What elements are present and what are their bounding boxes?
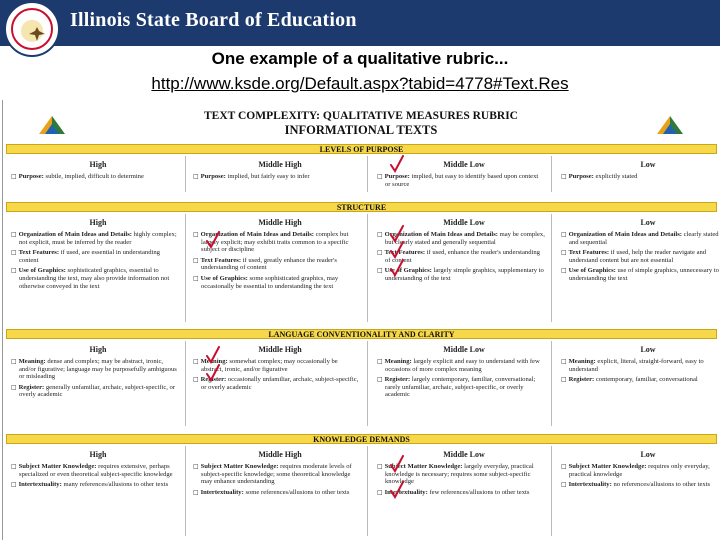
column-header: Middle Low xyxy=(443,218,485,227)
checkbox-icon: □ xyxy=(11,231,19,238)
criterion-text: implied, but easy to identify based upon context or source xyxy=(385,173,539,188)
criterion-text: occasionally unfamiliar, archaic, subject-specific, or overly academic xyxy=(201,376,359,391)
criterion-text: generally unfamiliar, archaic, subject-specific, or overly academic xyxy=(19,383,176,399)
column-header: Low xyxy=(640,218,656,227)
checkbox-icon: □ xyxy=(377,463,385,470)
criterion-label: Intertextuality: xyxy=(18,481,62,489)
rubric-cell xyxy=(11,358,179,402)
checkbox-icon: □ xyxy=(193,488,201,496)
red-checkmark-icon xyxy=(205,231,221,249)
criterion-label: Subject Matter Knowledge: xyxy=(18,463,97,470)
checkbox-icon: □ xyxy=(377,358,385,365)
criterion-text: contemporary, familiar, conversational xyxy=(594,376,698,384)
rubric-document xyxy=(2,100,719,540)
criterion-item xyxy=(193,489,361,497)
column-header: Low xyxy=(640,160,656,169)
red-checkmark-icon xyxy=(389,455,405,473)
criterion-text: dense and complex; may be abstract, ironic, and/or figurative; language may be purposefully ambiguous or misleading xyxy=(19,358,177,381)
red-checkmark-icon xyxy=(389,481,405,499)
checkbox-icon: □ xyxy=(377,488,385,496)
criterion-label: Register: xyxy=(384,376,411,384)
criterion-text: highly complex; not explicit, must be inferred by the reader xyxy=(19,231,177,246)
criterion-label: Organization of Main Ideas and Details: xyxy=(200,231,314,238)
red-checkmark-icon xyxy=(389,241,405,259)
criterion-item xyxy=(193,463,361,486)
section-band: STRUCTURE xyxy=(6,202,717,212)
org-name: Illinois State Board of Education xyxy=(70,9,357,31)
checkbox-icon: □ xyxy=(11,481,19,489)
criterion-item xyxy=(561,173,719,181)
criterion-label: Register: xyxy=(18,383,45,391)
checkbox-icon: □ xyxy=(377,376,385,384)
rubric-title: TEXT COMPLEXITY: QUALITATIVE MEASURES RUBRIC xyxy=(204,110,518,122)
criterion-item xyxy=(11,249,179,264)
criterion-text: explicit, literal, straight-forward, easy to understand xyxy=(569,358,704,373)
criterion-text: clearly stated and sequential xyxy=(569,231,719,246)
rubric-cell xyxy=(193,463,361,499)
checkbox-icon: □ xyxy=(193,231,201,238)
criterion-label: Purpose: xyxy=(384,173,410,180)
criterion-label: Purpose: xyxy=(568,173,594,180)
criterion-label: Use of Graphics: xyxy=(200,274,248,282)
checkbox-icon: □ xyxy=(11,173,19,180)
criterion-item xyxy=(561,463,719,478)
criterion-text: largely contemporary, familiar, conversational; rarely unfamiliar, archaic, subject-specific, or overly academic xyxy=(385,376,536,399)
column-divider xyxy=(367,214,368,322)
rubric-cell xyxy=(561,463,719,492)
criterion-item xyxy=(11,481,179,489)
column-divider xyxy=(367,446,368,536)
criterion-text: explicitly stated xyxy=(593,173,638,180)
criterion-label: Use of Graphics: xyxy=(568,267,616,275)
column-header: High xyxy=(89,160,107,169)
column-header: Middle High xyxy=(258,218,302,227)
criterion-text: implied, but fairly easy to infer xyxy=(225,173,310,180)
rubric-cell xyxy=(561,231,719,286)
column-header: Middle High xyxy=(258,450,302,459)
column-header: High xyxy=(89,450,107,459)
criterion-label: Organization of Main Ideas and Details: xyxy=(568,231,682,238)
criterion-item xyxy=(561,358,719,373)
criterion-item xyxy=(11,384,179,399)
checkbox-icon: □ xyxy=(561,231,569,238)
criterion-text: sophisticated graphics, essential to understanding the text, may also provide information not otherwise conveyed in the text xyxy=(19,267,170,290)
criterion-text: somewhat complex; may occasionally be abstract, ironic, and/or figurative xyxy=(201,358,338,373)
checkbox-icon: □ xyxy=(11,358,19,365)
criterion-label: Text Features: xyxy=(384,249,426,257)
column-divider xyxy=(185,446,186,536)
column-divider xyxy=(185,156,186,192)
reference-link[interactable]: http://www.ksde.org/Default.aspx?tabid=4778#Text.Res xyxy=(151,74,569,93)
red-checkmark-icon xyxy=(389,259,405,277)
criterion-label: Organization of Main Ideas and Details: xyxy=(18,231,132,238)
criterion-text: if used, are essential in understanding content xyxy=(19,249,160,264)
criterion-label: Subject Matter Knowledge: xyxy=(200,463,279,470)
column-header: Low xyxy=(640,450,656,459)
criterion-item xyxy=(193,257,361,272)
red-checkmark-icon xyxy=(389,155,405,173)
column-header: Middle High xyxy=(258,345,302,354)
checkbox-icon: □ xyxy=(11,383,19,391)
criterion-label: Text Features: xyxy=(568,249,610,257)
criterion-label: Register: xyxy=(200,376,227,384)
checkbox-icon: □ xyxy=(193,358,201,365)
rubric-cell xyxy=(11,231,179,293)
criterion-label: Text Features: xyxy=(200,256,242,264)
criterion-label: Use of Graphics: xyxy=(384,267,432,275)
criterion-item xyxy=(377,358,545,373)
criterion-label: Meaning: xyxy=(200,358,228,365)
criterion-text: if used, greatly enhance the reader's understanding of content xyxy=(201,256,337,272)
section-band: KNOWLEDGE DEMANDS xyxy=(6,434,717,444)
criterion-item xyxy=(11,463,179,478)
section-band: LEVELS OF PURPOSE xyxy=(6,144,717,154)
criterion-text: use of simple graphics, unnecessary to understanding the text xyxy=(569,267,719,282)
criterion-text: many references/allusions to other texts xyxy=(61,481,169,489)
criterion-item xyxy=(377,173,545,188)
criterion-item xyxy=(561,481,719,489)
checkbox-icon: □ xyxy=(193,463,201,470)
column-header: Low xyxy=(640,345,656,354)
criterion-text: largely explicit and easy to understand with few occasions of more complex meaning xyxy=(385,358,540,373)
section-band: LANGUAGE CONVENTIONALITY AND CLARITY xyxy=(6,329,717,339)
checkbox-icon: □ xyxy=(561,376,569,384)
checkbox-icon: □ xyxy=(11,249,19,257)
criterion-label: Intertextuality: xyxy=(200,488,244,496)
criterion-text: complex but largely explicit; may exhibit traits common to a specific subject or discipline xyxy=(201,231,349,254)
criterion-text: few references/allusions to other texts xyxy=(427,488,530,496)
criterion-text: largely everyday, practical knowledge is necessary; requires some subject-specific knowledge xyxy=(385,463,534,486)
rubric-cell xyxy=(11,173,179,184)
rubric-cell xyxy=(561,173,719,184)
checkbox-icon: □ xyxy=(193,274,201,282)
criterion-text: if used, enhance the reader's understanding of content xyxy=(385,249,540,264)
checkbox-icon: □ xyxy=(377,231,385,238)
criterion-label: Intertextuality: xyxy=(568,481,612,489)
column-divider xyxy=(185,214,186,322)
rubric-cell xyxy=(11,463,179,492)
checkbox-icon: □ xyxy=(193,173,201,180)
criterion-label: Purpose: xyxy=(200,173,226,180)
red-checkmark-icon xyxy=(205,346,221,364)
column-header: High xyxy=(89,218,107,227)
criterion-label: Meaning: xyxy=(384,358,412,365)
criterion-item xyxy=(11,358,179,381)
column-header: Middle Low xyxy=(443,450,485,459)
column-divider xyxy=(551,341,552,426)
checkbox-icon: □ xyxy=(11,267,19,275)
rubric-cell xyxy=(561,358,719,387)
criterion-label: Meaning: xyxy=(18,358,46,365)
criterion-label: Subject Matter Knowledge: xyxy=(568,463,647,470)
criterion-label: Use of Graphics: xyxy=(18,267,66,275)
column-header: Middle High xyxy=(258,160,302,169)
criterion-text: largely simple graphics, supplementary to understanding of the text xyxy=(385,267,544,282)
criterion-item xyxy=(11,173,179,181)
criterion-text: requires only everyday, practical knowledge xyxy=(569,463,710,478)
column-header: High xyxy=(89,345,107,354)
checkbox-icon: □ xyxy=(11,463,19,470)
red-checkmark-icon xyxy=(205,364,221,382)
criterion-text: may be complex, but clearly stated and generally sequential xyxy=(385,231,545,246)
criterion-label: Meaning: xyxy=(568,358,596,365)
criterion-item xyxy=(193,173,361,181)
column-divider xyxy=(367,156,368,192)
criterion-item xyxy=(11,267,179,290)
checkbox-icon: □ xyxy=(561,358,569,365)
criterion-label: Subject Matter Knowledge: xyxy=(384,463,463,470)
column-header: Middle Low xyxy=(443,345,485,354)
checkbox-icon: □ xyxy=(561,249,569,257)
rubric-cell xyxy=(377,358,545,402)
column-divider xyxy=(551,156,552,192)
criterion-item xyxy=(11,231,179,246)
checkbox-icon: □ xyxy=(561,267,569,275)
criterion-label: Organization of Main Ideas and Details: xyxy=(384,231,498,238)
criterion-text: some references/allusions to other texts xyxy=(243,488,350,496)
criterion-label: Register: xyxy=(568,376,595,384)
rubric-cell xyxy=(377,173,545,191)
checkbox-icon: □ xyxy=(561,173,569,180)
checkbox-icon: □ xyxy=(193,376,201,384)
checkbox-icon: □ xyxy=(377,267,385,275)
rubric-subtitle: INFORMATIONAL TEXTS xyxy=(284,123,438,137)
column-divider xyxy=(551,214,552,322)
criterion-label: Intertextuality: xyxy=(384,488,428,496)
checkbox-icon: □ xyxy=(561,463,569,470)
criterion-text: requires moderate levels of subject-specific knowledge; some theoretical knowledge may enhance understanding xyxy=(201,463,352,486)
criterion-item xyxy=(377,376,545,399)
criterion-item xyxy=(561,231,719,246)
column-header: Middle Low xyxy=(443,160,485,169)
criterion-item xyxy=(561,267,719,282)
criterion-text: subtle, implied, difficult to determine xyxy=(43,173,144,180)
criterion-text: requires extensive, perhaps specialized or even theoretical subject-specific knowledge xyxy=(19,463,173,478)
column-divider xyxy=(185,341,186,426)
criterion-label: Text Features: xyxy=(18,249,60,257)
criterion-item xyxy=(193,275,361,290)
criterion-item xyxy=(561,376,719,384)
rubric-cell xyxy=(193,173,361,184)
criterion-text: no references/allusions to other texts xyxy=(611,481,711,489)
header-banner xyxy=(0,0,720,46)
column-divider xyxy=(367,341,368,426)
checkbox-icon: □ xyxy=(561,481,569,489)
criterion-label: Purpose: xyxy=(18,173,44,180)
criterion-item xyxy=(561,249,719,264)
slide-title: One example of a qualitative rubric... xyxy=(211,49,509,68)
criterion-text: some sophisticated graphics, may occasionally be essential to understanding the text xyxy=(201,274,339,290)
checkbox-icon: □ xyxy=(377,249,385,257)
column-divider xyxy=(551,446,552,536)
checkbox-icon: □ xyxy=(193,256,201,264)
checkbox-icon: □ xyxy=(377,173,385,180)
criterion-text: if used, help the reader navigate and understand content but are not essential xyxy=(569,249,707,264)
